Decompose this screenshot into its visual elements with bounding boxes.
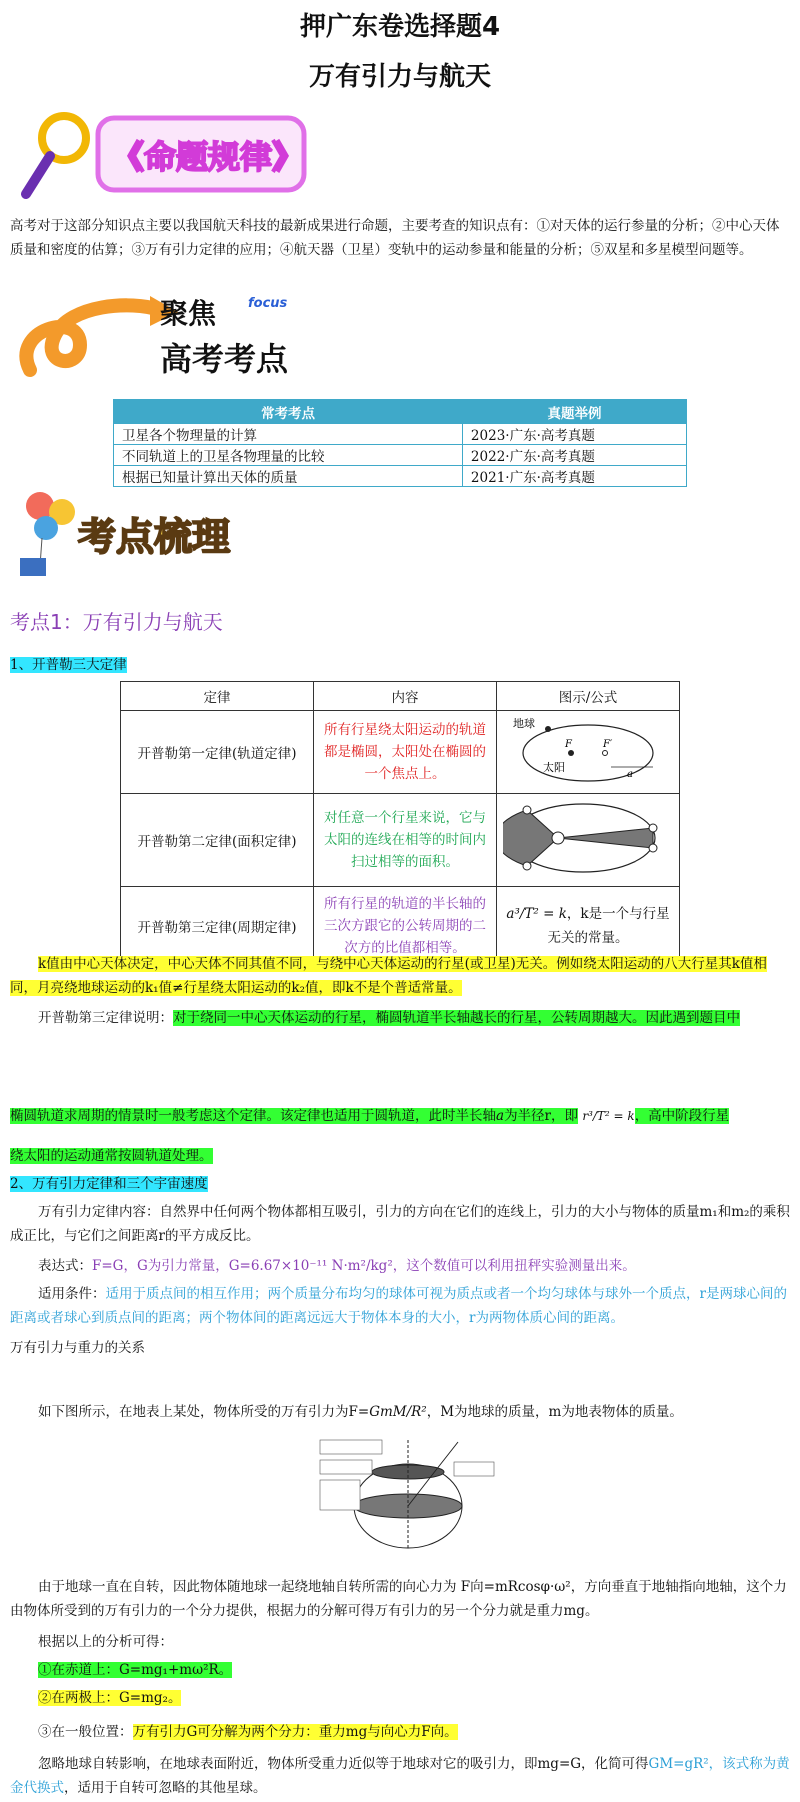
expr-line — [10, 1254, 790, 1278]
kepler-table — [120, 681, 680, 965]
banner-mingti — [14, 108, 314, 200]
cond-text: 适用于质点间的相互作用；两个质量分布均匀的球体可视为质点或者一个均匀球体与球外一个质点，r是两球心间的距离或者球心到质点间的距离；两个物体间的距离远远大于物体本身的大小，r为两物体质心间的距离。 — [10, 1286, 787, 1326]
kepler3-label: 开普勒第三定律说明： — [38, 1010, 173, 1026]
relation-heading: 万有引力与重力的关系 — [10, 1340, 145, 1356]
page-title: 押广东卷选择题4 — [299, 12, 501, 42]
kepler3-text-e: 绕太阳的运动通常按圆轨道处理。 — [10, 1148, 213, 1164]
exam-header-example: 真题举例 — [462, 400, 686, 424]
k-note-wrapper — [10, 952, 790, 1000]
kepler3-line2 — [10, 1104, 790, 1128]
equal-area-diagram — [503, 798, 663, 878]
earth-gravity-diagram — [318, 1432, 498, 1552]
kepler-figure-1 — [497, 711, 680, 794]
kepler3-text-d: ，高中阶段行星 — [634, 1108, 730, 1124]
kepler3-formula-inline: r³/T² = k — [582, 1109, 635, 1123]
exam-cell: 不同轨道上的卫星各物理量的比较 — [114, 445, 463, 466]
kepler3-text-c: 为半径r，即 — [504, 1108, 579, 1124]
exam-cell: 卫星各个物理量的计算 — [114, 424, 463, 445]
table-row — [121, 794, 680, 887]
fig1-f2-label: F′ — [603, 739, 613, 750]
topic-heading: 考点1：万有引力与航天 — [10, 610, 223, 634]
section-kepler-heading: 1、开普勒三大定律 — [10, 657, 127, 673]
exam-points-table — [113, 399, 687, 487]
table-row — [114, 466, 687, 487]
section-gravity-heading: 2、万有引力定律和三个宇宙速度 — [10, 1176, 208, 1192]
banner-kaodian — [12, 488, 312, 580]
kepler-law-3: 开普勒第三定律(周期定律) — [121, 887, 314, 965]
k-note: k值由中心天体决定，中心天体不同其值不同，与绕中心天体运动的行星(或卫星)无关。例如绕太阳运动的八大行星其k值相同，月亮绕地球运动的k₁值≠行星绕太阳运动的k₂值，即k不是个普适常量。 — [10, 956, 767, 996]
expr-label: 表达式： — [38, 1258, 92, 1274]
kepler-content-2: 对任意一个行星来说，它与太阳的连线在相等的时间内扫过相等的面积。 — [314, 794, 497, 887]
kepler-header-law: 定律 — [121, 682, 314, 711]
kepler-law-2: 开普勒第二定律(面积定律) — [121, 794, 314, 887]
exam-header-point: 常考考点 — [114, 400, 463, 424]
kepler3-formula-note: ，k是一个与行星无关的常量。 — [547, 905, 670, 946]
banner-focus-line2: 高考考点 — [160, 340, 289, 378]
ellipse-orbit-diagram — [503, 715, 663, 785]
final-line — [10, 1752, 790, 1800]
kepler3-line1 — [10, 1006, 790, 1030]
final-text-b: ，适用于自转可忽略的其他星球。 — [64, 1780, 267, 1796]
item1-line — [10, 1658, 790, 1682]
cond-label: 适用条件： — [38, 1286, 106, 1302]
banner-mingti-text: 《命题规律》 — [112, 138, 305, 176]
relation-line — [10, 1400, 790, 1424]
table-row — [121, 711, 680, 794]
exam-cell: 根据已知量计算出天体的质量 — [114, 466, 463, 487]
intro-paragraph: 高考对于这部分知识点主要以我国航天科技的最新成果进行命题，主要考查的知识点有：①对天体的运行参量的分析；②中心天体质量和密度的估算；③万有引力定律的应用；④航天器（卫星）变轨中的运动参量和能量的分析；⑤双星和多星模型问题等。 — [10, 218, 780, 258]
kepler3-line3 — [10, 1144, 790, 1168]
table-row — [114, 445, 687, 466]
kepler-law-1: 开普勒第一定律(轨道定律) — [121, 711, 314, 794]
item3: 万有引力G可分解为两个分力：重力mg与向心力F向。 — [132, 1724, 458, 1740]
kepler3-formula: a³/T² = k — [506, 905, 567, 922]
relation-formula: GmM/R² — [369, 1404, 427, 1420]
page-subtitle: 万有引力与航天 — [308, 62, 491, 92]
exam-cell: 2021·广东·高考真题 — [462, 466, 686, 487]
item2: ②在两极上：G=mg₂。 — [38, 1690, 182, 1706]
kepler-figure-2 — [497, 794, 680, 887]
exam-cell: 2023·广东·高考真题 — [462, 424, 686, 445]
table-row — [114, 424, 687, 445]
fig1-earth-label: 地球 — [513, 717, 535, 730]
kepler3-text-a: 对于绕同一中心天体运动的行星，椭圆轨道半长轴越长的行星，公转周期越大。因此遇到题目中 — [173, 1010, 740, 1026]
exam-cell: 2022·广东·高考真题 — [462, 445, 686, 466]
banner-focus — [10, 290, 310, 385]
gravity-content: 万有引力定律内容：自然界中任何两个物体都相互吸引，引力的方向在它们的连线上，引力的大小与物体的质量m₁和m₂的乘积成正比，与它们之间距离r的平方成反比。 — [10, 1204, 790, 1244]
kepler-content-1: 所有行星绕太阳运动的轨道都是椭圆，太阳处在椭圆的一个焦点上。 — [314, 711, 497, 794]
expr-text: F=G，G为引力常量，G=6.67×10⁻¹¹ N·m²/kg²，这个数值可以利用扭秤实验测量出来。 — [92, 1258, 636, 1274]
kepler3-a-symbol: a — [496, 1108, 505, 1124]
fig1-sun-label: 太阳 — [543, 761, 565, 774]
analysis-text: 根据以上的分析可得： — [38, 1634, 173, 1650]
banner-kaodian-text: 考点梳理 — [78, 515, 231, 559]
banner-focus-tag: focus — [248, 296, 288, 311]
item3-line — [10, 1720, 790, 1744]
fig1-f-label: F — [565, 739, 572, 750]
kepler-header-content: 内容 — [314, 682, 497, 711]
item3-prefix: ③在一般位置： — [38, 1724, 133, 1740]
relation-text-b: ，M为地球的质量，m为地表物体的质量。 — [426, 1404, 683, 1420]
kepler3-text-b: 椭圆轨道求周期的情景时一般考虑这个定律。该定律也适用于圆轨道，此时半长轴 — [10, 1108, 496, 1124]
rotation-text: 由于地球一直在自转，因此物体随地球一起绕地轴自转所需的向心力为 F向=mRcosφ·ω²，方向垂直于地轴指向地轴，这个力由物体所受到的万有引力的一个分力提供，根据力的分解可得万有引力的另一个分力就是重力mg。 — [10, 1579, 787, 1619]
banner-focus-line1: 聚焦 — [160, 297, 217, 330]
cond-line — [10, 1282, 790, 1330]
kepler-content-3: 所有行星的轨道的半长轴的三次方跟它的公转周期的二次方的比值都相等。 — [314, 887, 497, 965]
final-text-a: 忽略地球自转影响，在地球表面附近，物体所受重力近似等于地球对它的吸引力，即mg=G，化简可得 — [38, 1756, 649, 1772]
fig1-a-label: a — [627, 769, 633, 780]
item2-line — [10, 1686, 790, 1710]
kepler-header-figure: 图示/公式 — [497, 682, 680, 711]
golden-substitution: GM=gR²，该式称为黄金代换式 — [10, 1756, 790, 1796]
item1: ①在赤道上：G=mg₁+mω²R。 — [38, 1662, 233, 1678]
relation-text-a: 如下图所示，在地表上某处，物体所受的万有引力为F= — [38, 1404, 370, 1420]
swirl-arrow-icon — [10, 290, 180, 385]
